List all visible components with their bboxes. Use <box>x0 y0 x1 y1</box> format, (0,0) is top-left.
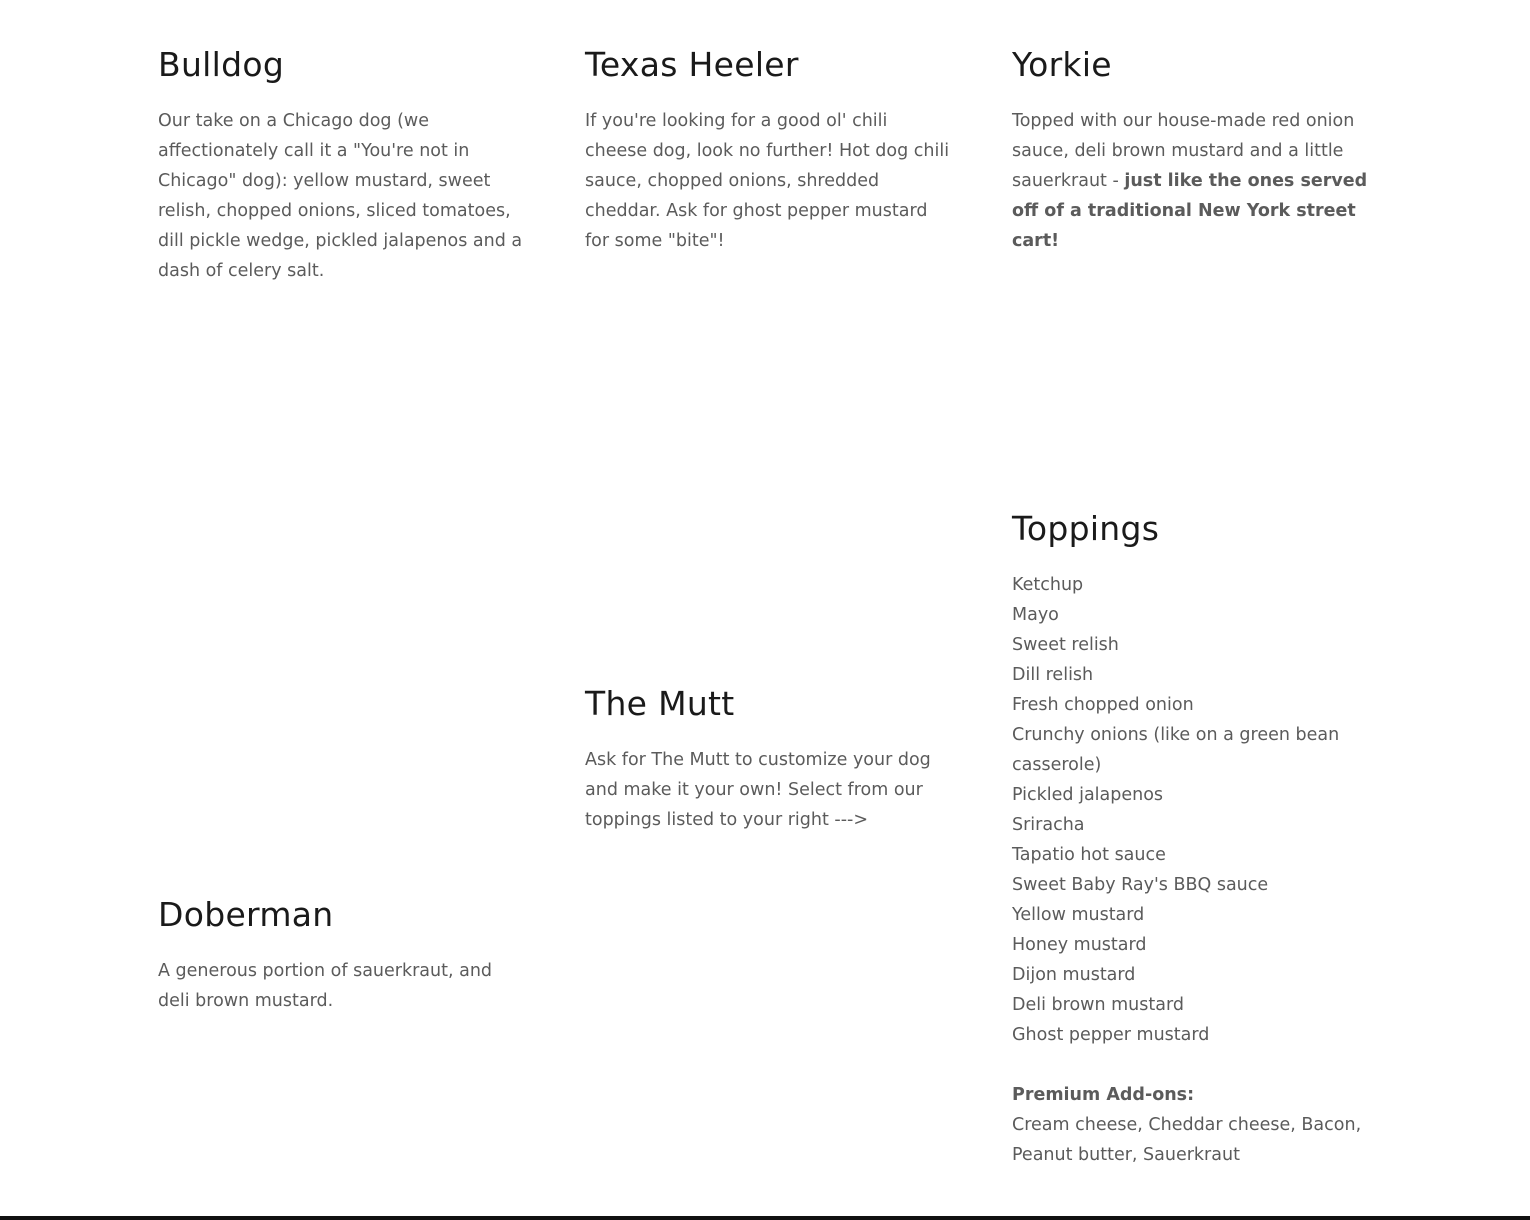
menu-item-description: Our take on a Chicago dog (we affectionately call it a "You're not in Chicago" dog): yellow mustard, sweet relish, chopped onions, sliced tomatoes, dill pickle wedge, pickled jalapenos and a dash of celery salt. <box>158 111 523 281</box>
topping-item: Ghost pepper mustard <box>1012 1025 1210 1045</box>
menu-item-title: Doberman <box>158 895 334 934</box>
menu-item-description <box>1012 106 1372 256</box>
menu-item-yorkie <box>1012 44 1372 256</box>
menu-item-title: Yorkie <box>1012 45 1112 84</box>
topping-item: Mayo <box>1012 605 1059 625</box>
premium-addons-label: Premium Add-ons: <box>1012 1085 1195 1105</box>
menu-item-texas-heeler <box>585 44 950 256</box>
topping-item: Deli brown mustard <box>1012 995 1184 1015</box>
menu-item-doberman <box>158 894 518 1016</box>
topping-item: Tapatio hot sauce <box>1012 845 1166 865</box>
toppings-section <box>1012 508 1377 1170</box>
description-text: Topped with our house-made red onion sauce, deli brown mustard and a little sauerkraut - <box>1012 111 1355 191</box>
menu-item-title: Texas Heeler <box>585 45 799 84</box>
topping-item: Dill relish <box>1012 665 1094 685</box>
menu-item-description: If you're looking for a good ol' chili cheese dog, look no further! Hot dog chili sauce, chopped onions, shredded cheddar. Ask for ghost pepper mustard for some "bite"! <box>585 111 950 251</box>
topping-item: Yellow mustard <box>1012 905 1145 925</box>
menu-item-description: Ask for The Mutt to customize your dog and make it your own! Select from our toppings listed to your right ---> <box>585 750 931 830</box>
topping-item: Crunchy onions (like on a green bean casserole) <box>1012 725 1340 775</box>
premium-addons-list: Cream cheese, Cheddar cheese, Bacon, Peanut butter, Sauerkraut <box>1012 1115 1362 1165</box>
menu-item-title: Bulldog <box>158 45 285 84</box>
toppings-list <box>1012 570 1357 1050</box>
topping-item: Ketchup <box>1012 575 1084 595</box>
menu-item-description: A generous portion of sauerkraut, and deli brown mustard. <box>158 961 493 1011</box>
menu-item-title: The Mutt <box>585 684 735 723</box>
topping-item: Sriracha <box>1012 815 1085 835</box>
topping-item: Sweet relish <box>1012 635 1119 655</box>
description-emphasis: just like the ones served off of a traditional New York street cart! <box>1012 171 1368 251</box>
topping-item: Fresh chopped onion <box>1012 695 1194 715</box>
topping-item: Pickled jalapenos <box>1012 785 1164 805</box>
footer-divider <box>0 1216 1530 1220</box>
topping-item: Dijon mustard <box>1012 965 1136 985</box>
toppings-title: Toppings <box>1012 509 1160 548</box>
topping-item: Sweet Baby Ray's BBQ sauce <box>1012 875 1269 895</box>
menu-item-bulldog <box>158 44 526 286</box>
topping-item: Honey mustard <box>1012 935 1147 955</box>
menu-item-the-mutt <box>585 683 955 835</box>
